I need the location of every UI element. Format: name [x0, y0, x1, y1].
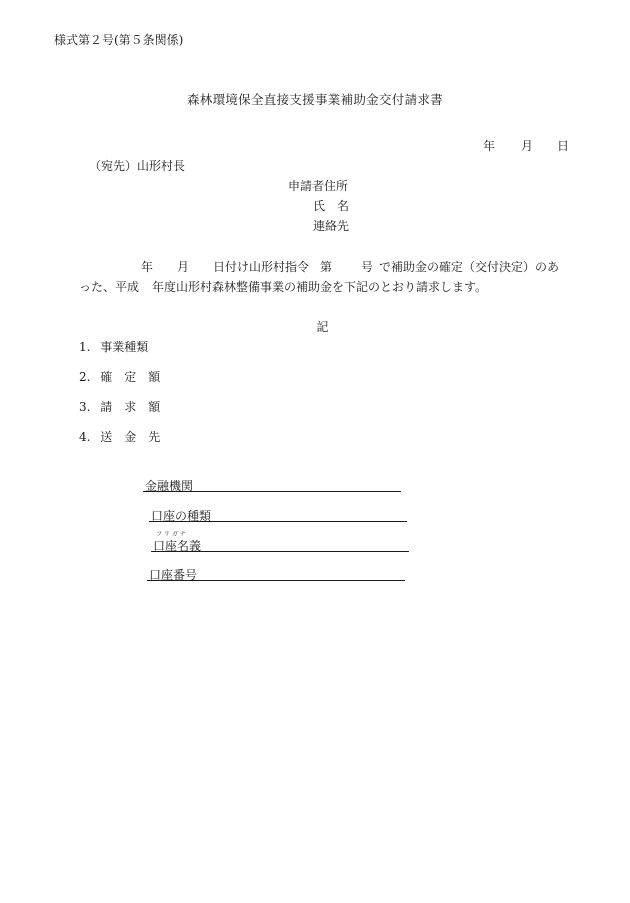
account-name-furigana: フ リ ガ ナ [156, 531, 186, 538]
document-title: 森林環境保全直接支援事業補助金交付請求書 [186, 92, 443, 107]
account-name-label: 口座名義 [153, 539, 202, 553]
body-line2-rest: 年度山形村森林整備事業の補助金を下記のとおり請求します。 [152, 280, 488, 294]
item-label: 送 金 先 [100, 430, 161, 444]
item-requested-amount [79, 401, 160, 413]
item-business-type [79, 341, 148, 353]
body-month: 月 [177, 260, 190, 274]
item-remittance-destination [79, 431, 160, 443]
addressee: （宛先）山形村長 [89, 159, 186, 173]
account-type-label: 口座の種類 [151, 509, 212, 523]
applicant-address-label: 申請者住所 [288, 179, 349, 193]
ki-label: 記 [316, 320, 329, 334]
body-line1-rest: で補助金の確定（交付決定）のあ [379, 260, 560, 274]
account-number-label: 口座番号 [149, 568, 198, 582]
applicant-name-label-2: 名 [337, 199, 350, 213]
date-year-label: 年 [483, 139, 496, 153]
item-number: 2. [79, 370, 91, 384]
account-number-field[interactable] [147, 567, 405, 581]
applicant-contact-label: 連絡先 [313, 219, 350, 233]
item-number: 1. [79, 340, 91, 354]
form-number-label: 様式第２号(第５条関係) [54, 33, 184, 47]
date-day-label: 日 [557, 139, 570, 153]
item-label: 請 求 額 [100, 400, 161, 414]
account-name-field[interactable] [151, 538, 409, 552]
body-line2-start: った、平成 [79, 280, 140, 294]
item-label: 事業種類 [100, 340, 149, 354]
body-dai: 第 [320, 260, 333, 274]
item-number: 3. [79, 400, 91, 414]
bank-institution-label: 金融機関 [145, 479, 194, 493]
date-month-label: 月 [521, 139, 534, 153]
body-gou: 号 [361, 260, 374, 274]
body-line1-text: 日付け山形村指令 [213, 260, 310, 274]
item-confirmed-amount [79, 371, 160, 383]
item-number: 4. [79, 430, 91, 444]
applicant-name-label-1: 氏 [313, 199, 326, 213]
account-type-field[interactable] [149, 508, 407, 522]
item-label: 確 定 額 [100, 370, 161, 384]
body-year: 年 [141, 260, 154, 274]
bank-institution-field[interactable] [143, 478, 401, 492]
